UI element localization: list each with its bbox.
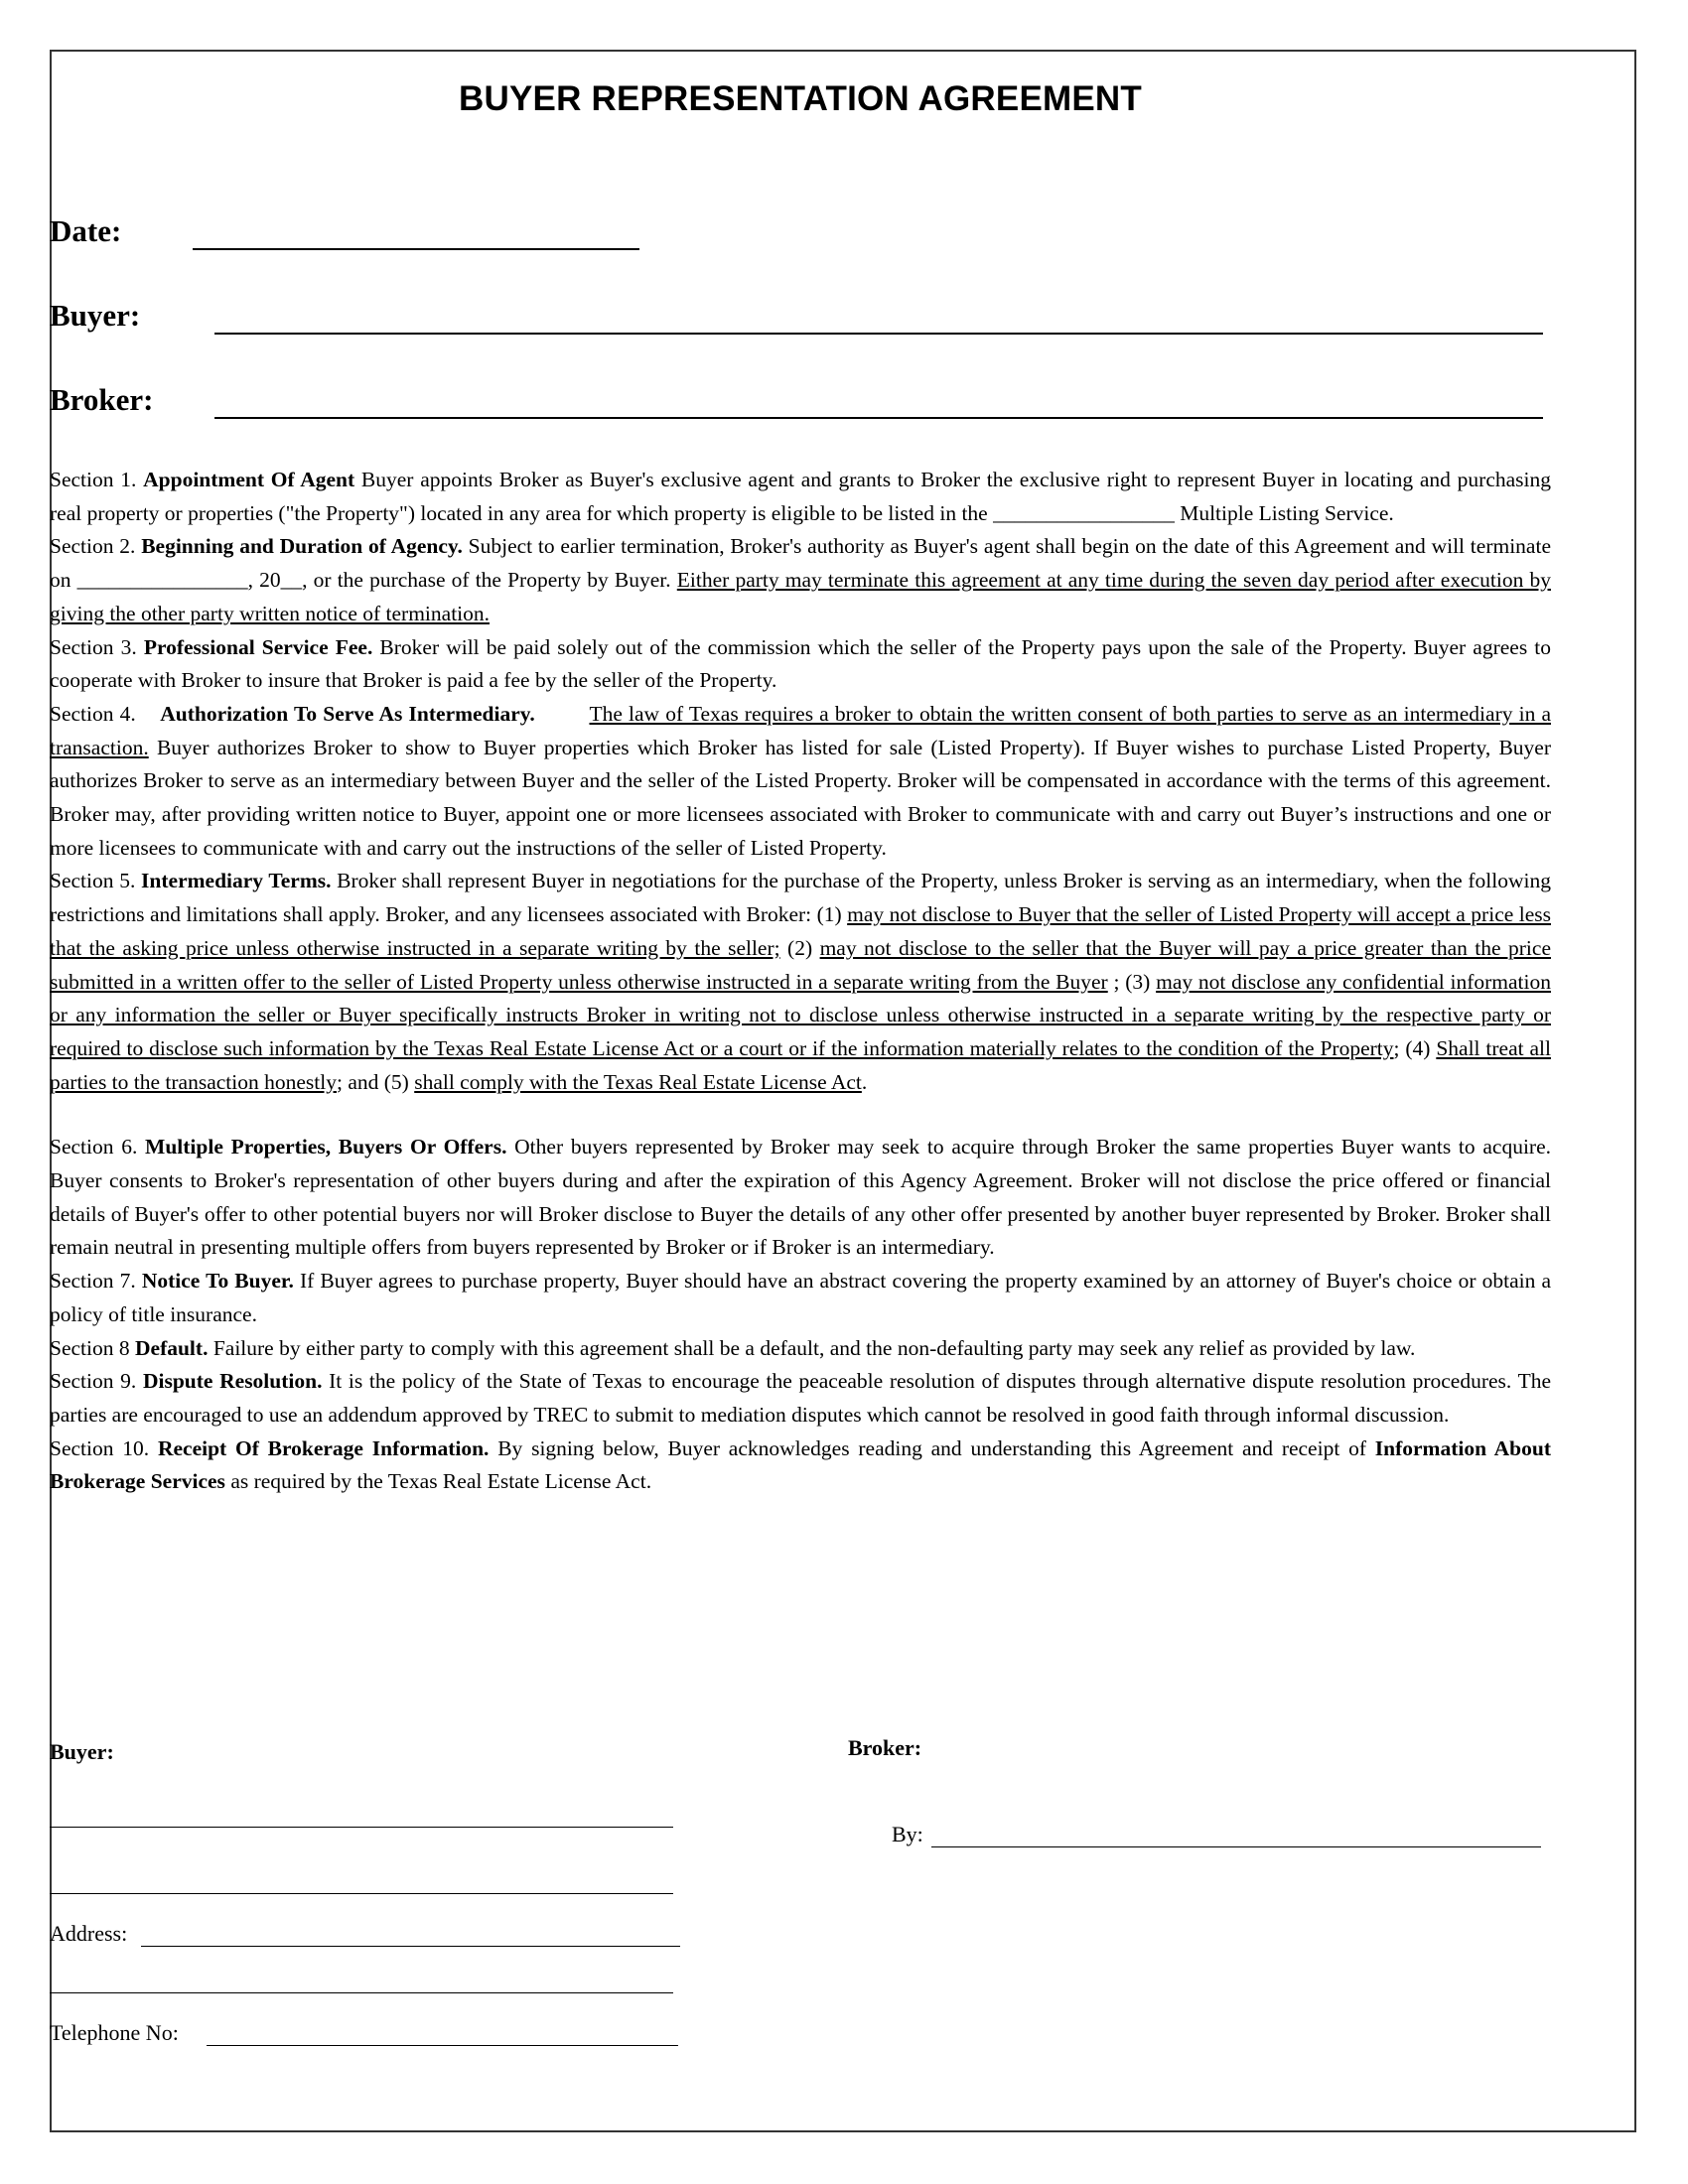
address-field-2[interactable] [50, 1992, 673, 1993]
address-label: Address: [50, 1921, 128, 1946]
section-5: Section 5. Intermediary Terms. Broker shall represent Buyer in negotiations for the purchase of the Property, unless Broker is serving as an intermediary, when the following restrictions and limitations shall apply. Broker, and any licensees associated with Broker: (1) may not disclose to Buyer that the seller of Listed Property will accept a price less that the asking price unless otherwise instructed in a separate writing by the seller; (2) may not disclose to the seller that the Buyer will pay a price greater than the price submitted in a written offer to the seller of Listed Property unless otherwise instructed in a separate writing from the Buyer ; (3) may not disclose any confidential information or any information the seller or Buyer specifically instructs Broker in writing not to disclose unless otherwise instructed in a separate writing by the respective party or required to disclose such information by the Texas Real Estate License Act or a court or if the information materially relates to the condition of the Property; (4) Shall treat all parties to the transaction honestly; and (5) shall comply with the Texas Real Estate License Act. [50, 869, 1551, 1094]
section-6: Section 6. Multiple Properties, Buyers Or Offers. Other buyers represented by Broker may seek to acquire through Broker the same properties Buyer wants to acquire. Buyer consents to Broker's representation of other buyers during and after the expiration of this Agency Agreement. Broker will not disclose the price offered or financial details of Buyer's offer to other potential buyers nor will Broker disclose to Buyer the details of any other offer presented by another buyer represented by Broker. Broker shall remain neutral in presenting multiple offers from buyers represented by Broker or if Broker is an intermediary. [50, 1135, 1551, 1260]
section-heading: Appointment Of Agent [143, 468, 355, 491]
section-1: Section 1. Appointment Of Agent Buyer appoints Broker as Buyer's exclusive agent and grants to Broker the exclusive right to represent Buyer in locating and purchasing real property or properties ("the Property") located in any area for which property is eligible to be listed in the _________________ Multiple Listing Service. [50, 468, 1552, 525]
section-heading: Authorization To Serve As Intermediary. [160, 701, 535, 726]
address-field[interactable] [141, 1946, 680, 1947]
section-8: Section 8 Default. Failure by either party to comply with this agreement shall be a default, and the non-defaulting party may seek any relief as provided by law. [50, 1335, 1416, 1360]
buyer-signature-line-2[interactable] [50, 1893, 673, 1894]
section-spacer [50, 1099, 1551, 1131]
section-4: Section 4. Authorization To Serve As Intermediary. The law of Texas requires a broker to obtain the written consent of both parties to serve as an intermediary in a transaction. Buyer authorizes Broker to show to Buyer properties which Broker has listed for sale (Listed Property). If Buyer wishes to purchase Listed Property, Buyer authorizes Broker to serve as an intermediary between Buyer and the seller of the Listed Property. Broker will be compensated in accordance with the terms of this agreement. Broker may, after providing written notice to Buyer, appoint one or more licensees associated with Broker to communicate with and carry out Buyer’s instructions and one or more licensees to communicate with and carry out the instructions of the seller of Listed Property. [50, 701, 1551, 860]
section-9: Section 9. Dispute Resolution. It is the policy of the State of Texas to encourage the peaceable resolution of disputes through alternative dispute resolution procedures. The parties are encouraged to use an addendum approved by TREC to submit to mediation disputes which cannot be resolved in good faith through informal discussion. [50, 1369, 1551, 1427]
section-2: Section 2. Beginning and Duration of Agency. Subject to earlier termination, Broker's authority as Buyer's agent shall begin on the date of this Agreement and will terminate on ________________, 20__, or the purchase of the Property by Buyer. Either party may terminate this agreement at any time during the seven day period after execution by giving the other party written notice of termination. [50, 534, 1551, 625]
broker-field[interactable] [214, 389, 1543, 419]
section-heading: Professional Service Fee. [143, 634, 373, 659]
agreement-body [50, 464, 1551, 1499]
date-field[interactable] [193, 220, 639, 250]
section-heading: Default. [135, 1335, 209, 1360]
section-10: Section 10. Receipt Of Brokerage Information. By signing below, Buyer acknowledges reading and understanding this Agreement and receipt of Information About Brokerage Services as required by the Texas Real Estate License Act. [50, 1435, 1552, 1494]
broker-signature-line[interactable] [931, 1846, 1541, 1847]
section-heading: Intermediary Terms. [141, 869, 332, 893]
section-heading: Beginning and Duration of Agency. [141, 534, 463, 559]
buyer-signature-line[interactable] [50, 1827, 673, 1828]
by-label: By: [892, 1822, 923, 1846]
section-heading: Receipt Of Brokerage Information. [157, 1435, 490, 1460]
section-heading: Notice To Buyer. [141, 1269, 294, 1294]
document-title: BUYER REPRESENTATION AGREEMENT [459, 79, 1142, 118]
section-7: Section 7. Notice To Buyer. If Buyer agrees to purchase property, Buyer should have an abstract covering the property examined by an attorney of Buyer's choice or obtain a policy of title insurance. [50, 1269, 1551, 1326]
broker-label: Broker: [50, 382, 154, 417]
date-label: Date: [50, 213, 122, 248]
section-heading: Multiple Properties, Buyers Or Offers. [145, 1135, 507, 1160]
telephone-label: Telephone No: [50, 2020, 179, 2045]
buyer-label: Buyer: [50, 298, 141, 333]
telephone-field[interactable] [207, 2045, 678, 2046]
section-heading: Dispute Resolution. [142, 1369, 323, 1394]
signature-broker-label: Broker: [848, 1735, 922, 1760]
buyer-field[interactable] [214, 305, 1543, 335]
section-3: Section 3. Professional Service Fee. Broker will be paid solely out of the commission which the seller of the Property pays upon the sale of the Property. Buyer agrees to cooperate with Broker to insure that Broker is paid a fee by the seller of the Property. [50, 634, 1552, 693]
signature-buyer-label: Buyer: [50, 1739, 114, 1764]
